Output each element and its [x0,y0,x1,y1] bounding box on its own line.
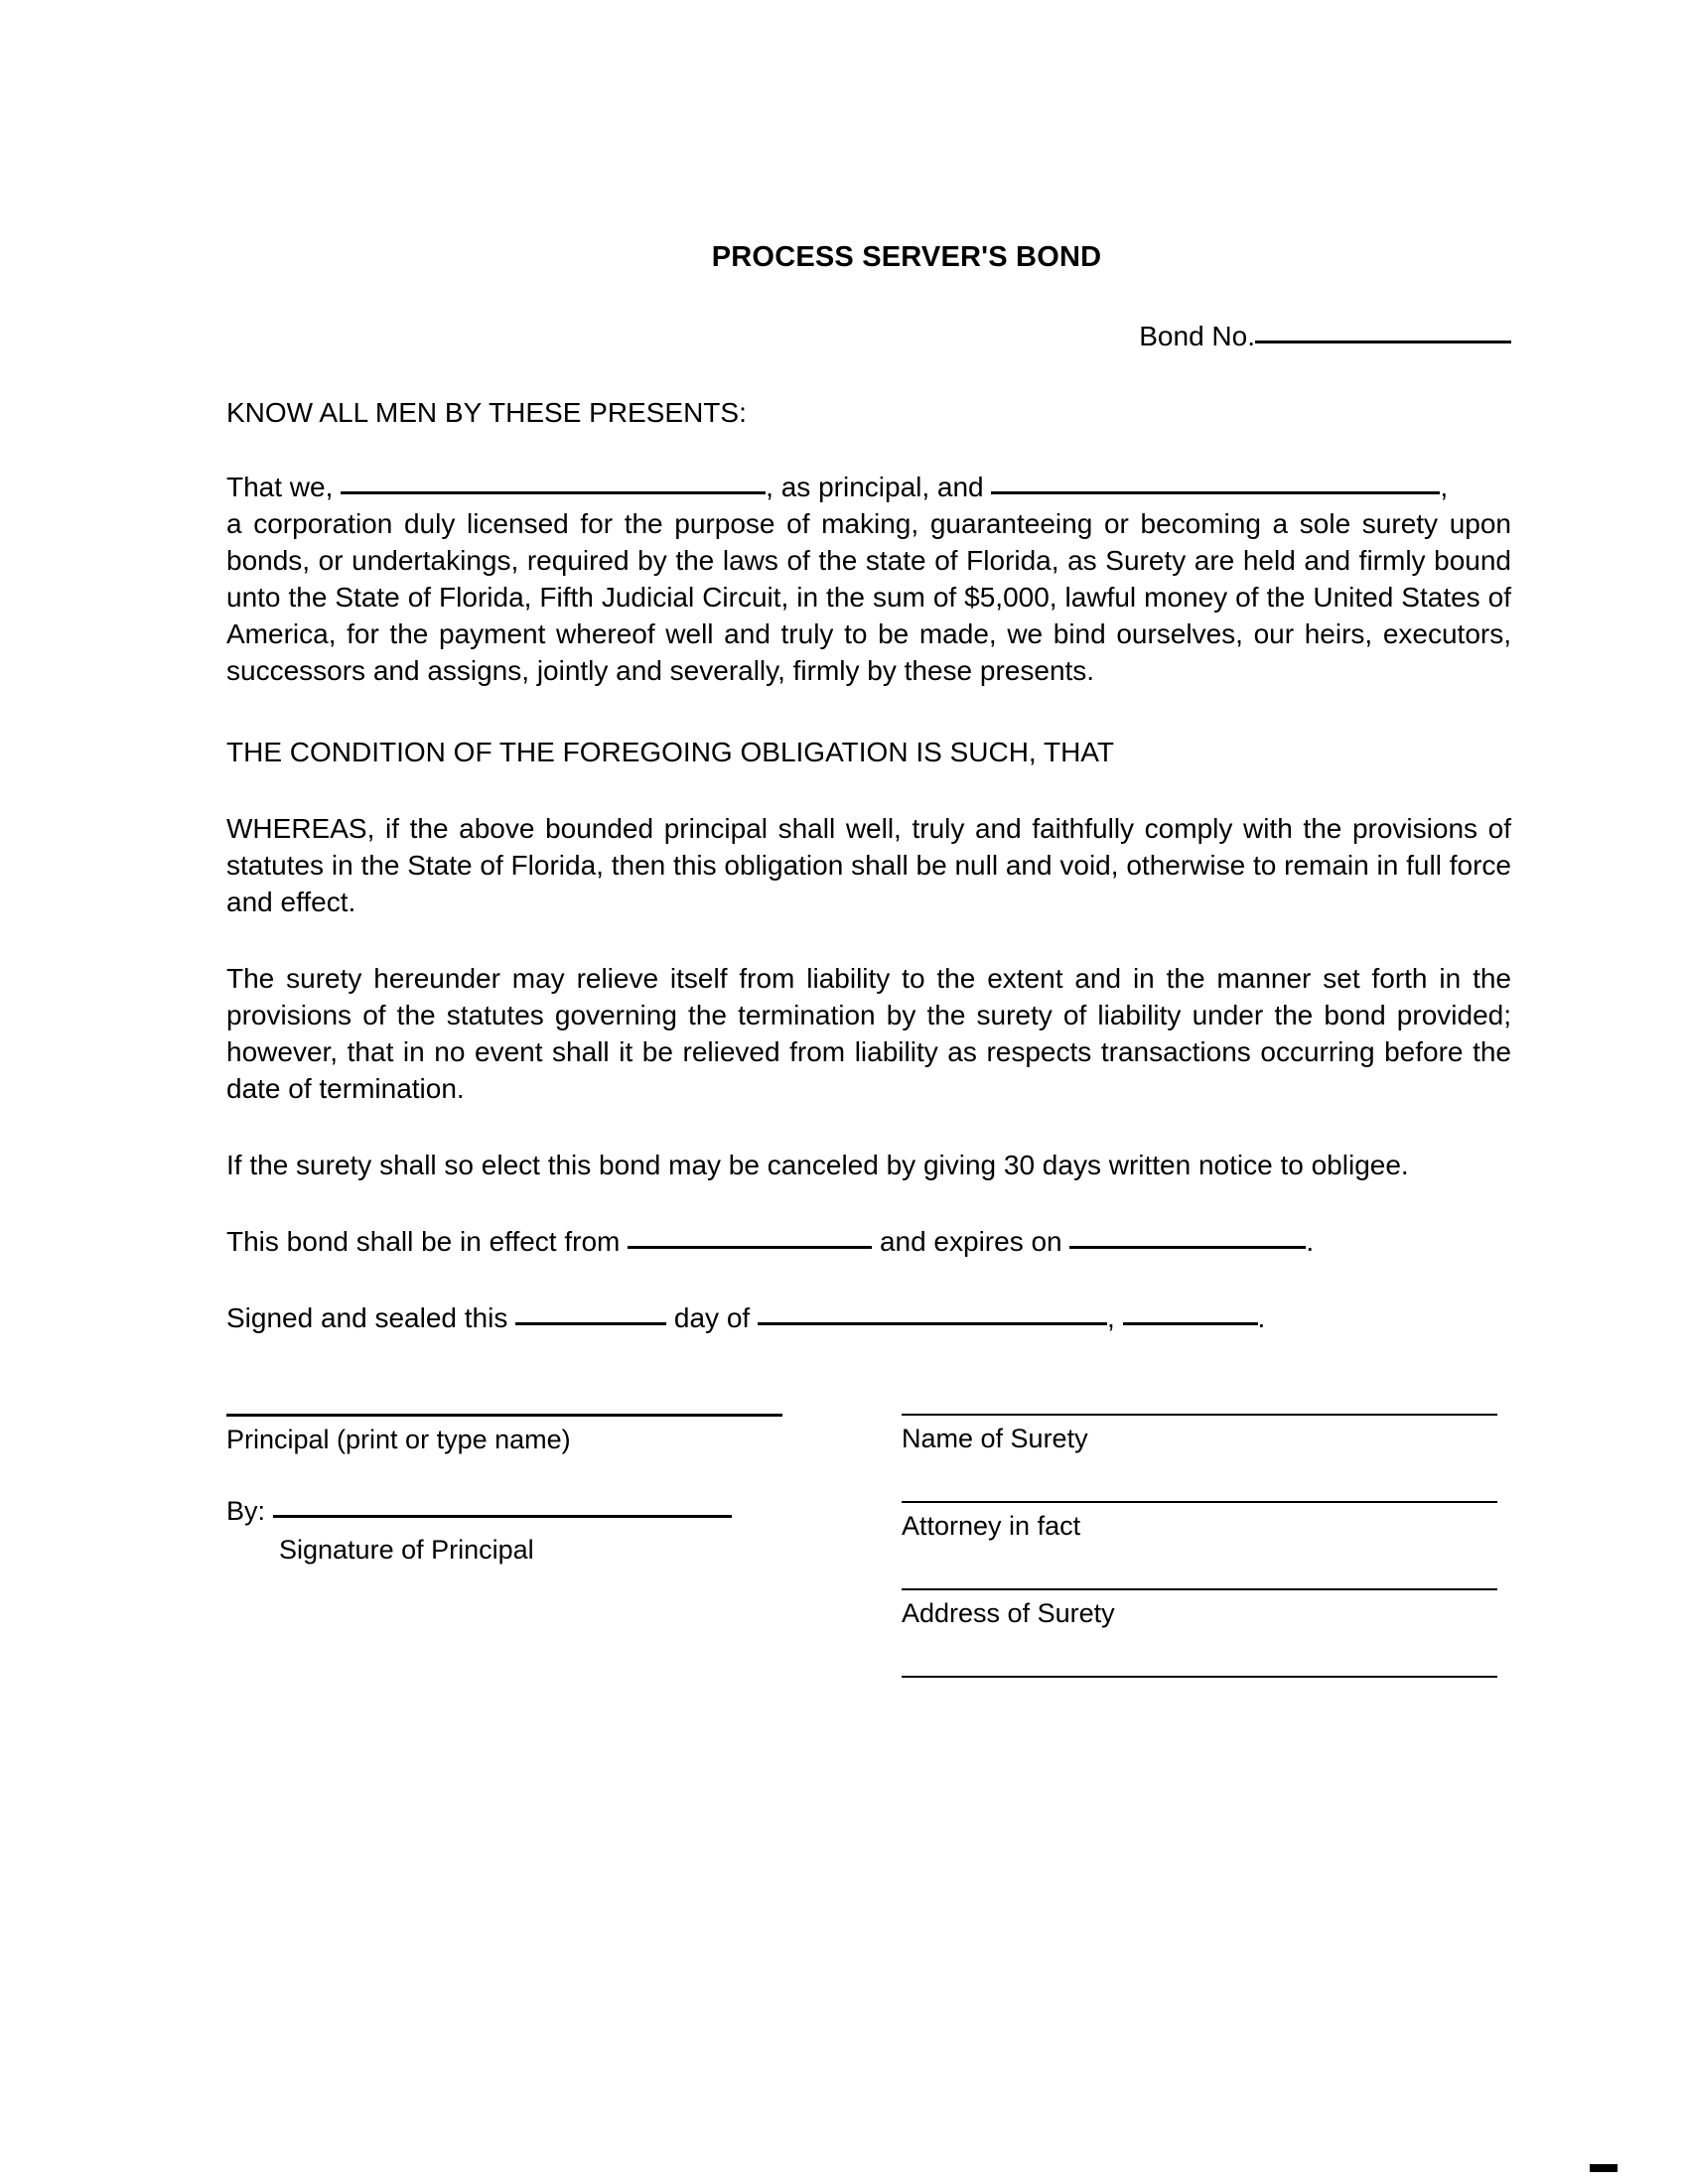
whereas-paragraph: WHEREAS, if the above bounded principal shall well, truly and faithfully comply with the provisions of statutes in the State of Florida, then this obligation shall be null and void, otherwise to remain in full force and effect. [226,813,1511,917]
signed-day-input[interactable] [515,1322,666,1325]
effective-mid-text: and expires on [879,1226,1062,1257]
document-content [226,0,1511,1831]
effective-end-date-input[interactable] [1069,1246,1306,1249]
attorney-in-fact-label: Attorney in fact [902,1511,1081,1541]
surety-name-label: Name of Surety [902,1424,1088,1453]
bond-number-row [226,321,1511,352]
signature-column-surety [902,1414,1497,1678]
recital-lead-in: That we, [226,472,334,502]
page-corner-mark [1590,2164,1618,2172]
cancellation-paragraph: If the surety shall so elect this bond may be canceled by giving 30 days written notice to obligee. [226,1150,1409,1180]
salutation-line: KNOW ALL MEN BY THESE PRESENTS: [226,397,747,428]
address-of-surety-label: Address of Surety [902,1598,1115,1628]
effective-lead-in: This bond shall be in effect from [226,1226,621,1257]
signed-mid-text: day of [673,1302,751,1333]
address-of-surety-line-2-input[interactable] [902,1676,1497,1678]
signed-period: . [1257,1302,1266,1333]
effective-period: . [1306,1226,1315,1257]
effective-dates-line [226,1223,1511,1260]
condition-heading: THE CONDITION OF THE FOREGOING OBLIGATION IS SUCH, THAT [226,737,1114,767]
recital-mid-text: , as principal, and [766,472,984,502]
signature-column-principal [226,1414,782,1567]
principal-name-input[interactable] [341,491,766,494]
page-title: PROCESS SERVER'S BOND [711,241,1102,273]
surety-spacer-2 [902,1543,1497,1588]
surety-name-input[interactable] [991,491,1440,494]
signed-year-input[interactable] [1123,1322,1258,1325]
recital-body-text: a corporation duly licensed for the purpose of making, guaranteeing or becoming a sole surety upon bonds, or undertakings, required by the laws of the state of Florida, as Surety are held and firmly bound unto the State of Florida, Fifth Judicial Circuit, in the sum of $5,000, lawful money of the United States of America, for the payment whereof well and truly to be made, we bind ourselves, our heirs, executors, successors and assigns, jointly and severally, firmly by these presents. [226,508,1511,686]
recital-trailing-comma: , [1440,472,1449,502]
principal-signature-label: Signature of Principal [279,1535,534,1565]
by-label: By: [226,1496,266,1526]
bond-number-label: Bond No. [1139,321,1255,351]
attorney-in-fact-input[interactable] [902,1501,1497,1503]
surety-spacer-3 [902,1630,1497,1676]
effective-start-date-input[interactable] [628,1246,872,1249]
signature-block [226,1414,1511,1831]
signed-month-input[interactable] [758,1322,1107,1325]
recital-paragraph [226,469,1511,689]
signed-sealed-line [226,1299,1511,1336]
principal-signature-input[interactable] [273,1515,732,1518]
surety-spacer-1 [902,1455,1497,1501]
surety-relief-paragraph: The surety hereunder may relieve itself from liability to the extent and in the manner set forth in the provisions of the statutes governing the termination by the surety of liability under the bond provided; however, that in no event shall it be relieved from liability as respects transactions occurring before the date of termination. [226,963,1511,1104]
address-of-surety-input[interactable] [902,1588,1497,1590]
principal-print-name-label: Principal (print or type name) [226,1425,571,1454]
bond-number-input[interactable] [1255,341,1511,343]
principal-print-name-input[interactable] [226,1414,782,1417]
principal-by-row [226,1496,782,1527]
signed-lead-in: Signed and sealed this [226,1302,508,1333]
signed-comma: , [1106,1302,1115,1333]
surety-name-line-input[interactable] [902,1414,1497,1416]
